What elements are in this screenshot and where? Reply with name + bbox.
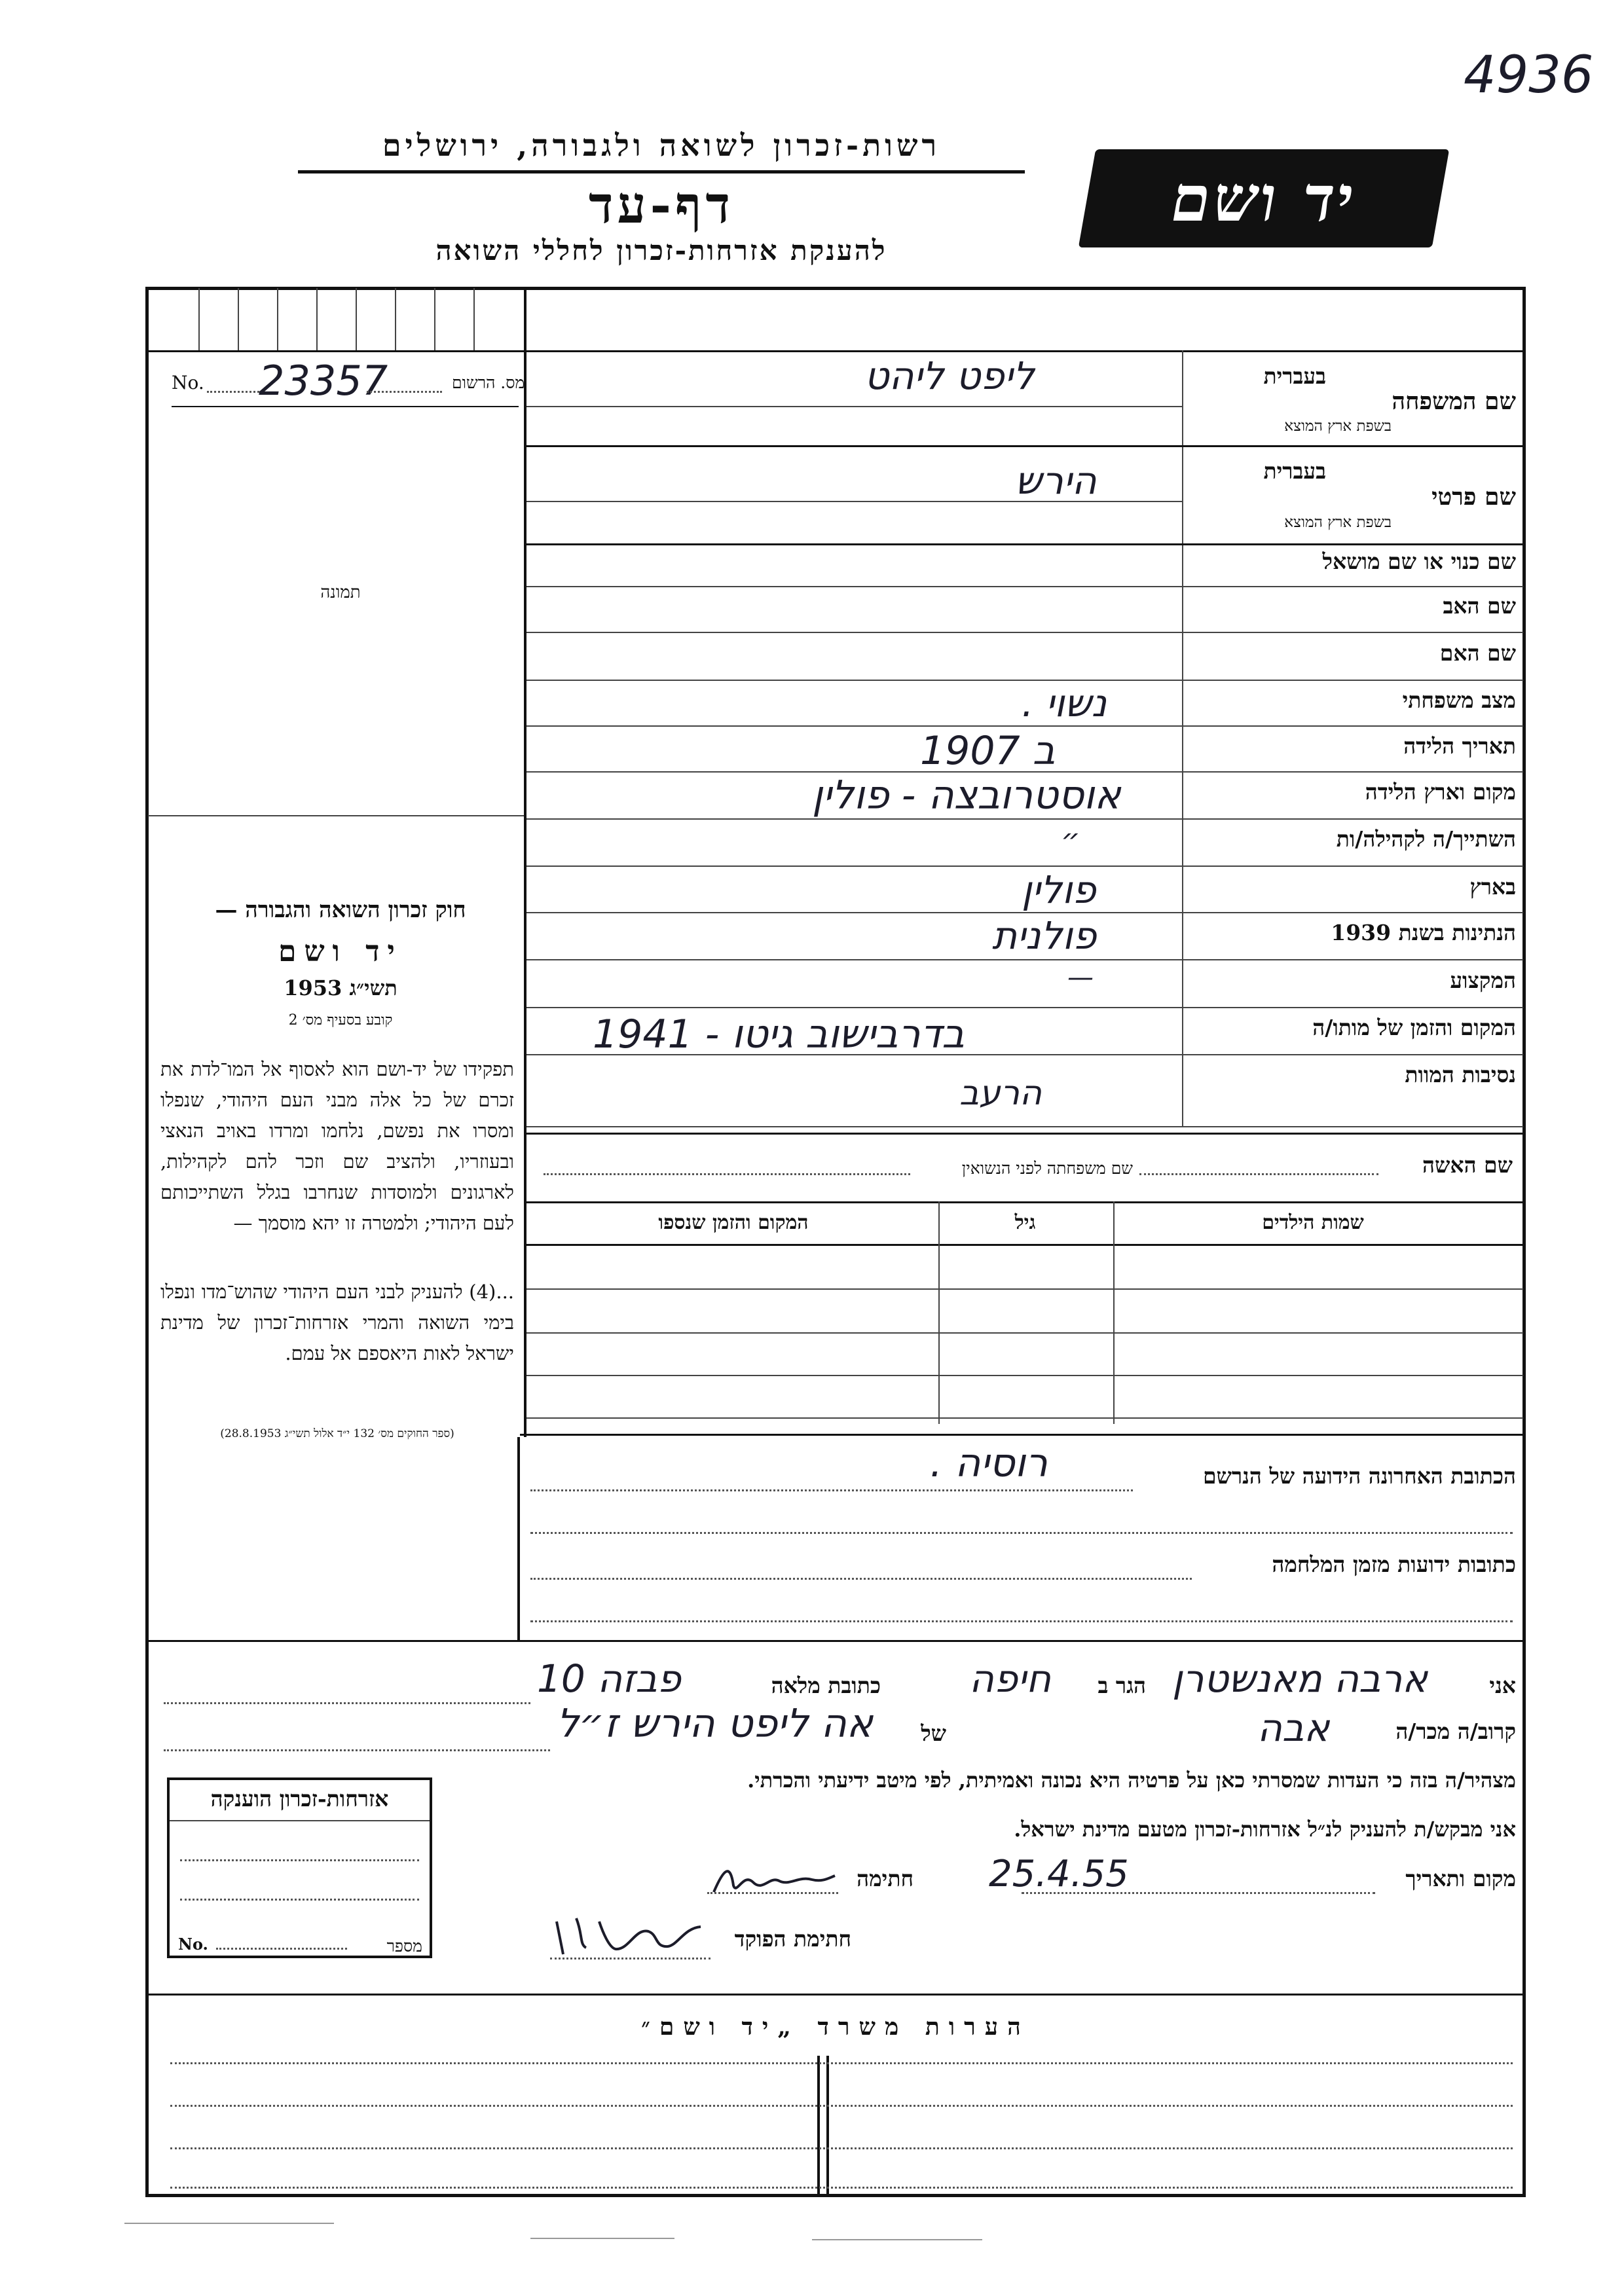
row-line [526,1054,1523,1055]
scan-artifact [812,2239,982,2240]
birth-date-value: ב 1907 [920,728,1056,774]
citizenship-value: פולנית [992,913,1097,958]
nickname-label: שם כנוי או שם מושאל [1322,549,1516,574]
father-name-label: שם האב [1443,593,1516,619]
authority-name: רשות-זכרון לשואה ולגבורה, ירושלים [382,128,941,163]
country-label: בארץ [1469,874,1516,900]
table-row [526,1375,1523,1376]
wife-name-dots [1139,1173,1378,1175]
yad-vashem-logo: יד ושם [1079,149,1449,247]
table-column-divider [1113,1201,1115,1424]
address-dots [530,1620,1513,1622]
row-line [526,866,1523,867]
children-death-header: המקום והזמן שנספו [658,1211,809,1234]
law-name: יד ושם [278,935,403,968]
place-date-label: מקום ותאריך [1405,1866,1516,1891]
photo-area-label: תמונה [320,583,361,602]
form-subtitle: להענקת אזרחות-זכרון לחללי השואה [435,234,887,266]
children-age-header: גיל [1014,1211,1036,1234]
granted-number-dots [216,1948,347,1950]
law-title: חוק זכרון השואה והגבורה — [215,897,466,923]
family-name-label: שם המשפחה [1392,388,1516,415]
wartime-address-label: כתובות ידועות מזמן המלחמה [1272,1552,1516,1577]
death-cause-label: נסיבות המוות [1405,1062,1516,1087]
notes-line [170,2105,1513,2107]
law-year: תשי״ג 1953 [284,975,397,1000]
law-reference: קובע בסעיף מס׳ 2 [288,1012,393,1029]
death-place-value: בדרבישוב גיטו - 1941 [593,1011,965,1057]
scan-artifact [530,2238,674,2239]
relation-value: אבה [1257,1705,1330,1750]
granted-box-dots [180,1899,419,1901]
last-address-label: הכתובת האחרונה הידועה של הנרשם [1202,1463,1516,1489]
marital-status-label: מצב משפחתי [1402,687,1516,713]
section-line [145,1640,1526,1642]
scan-artifact [124,2223,334,2224]
table-row [526,1417,1523,1419]
commissioner-dots [550,1958,710,1959]
granted-box-dots [180,1859,419,1861]
table-header-line [526,1244,1523,1246]
country-value: פולין [1022,867,1096,912]
table-row [526,1332,1523,1334]
section-line [145,1994,1526,1995]
row-line [526,1007,1523,1008]
section-line [526,1201,1523,1203]
table-column-divider [938,1201,940,1424]
top-box-divider [238,288,239,350]
first-name-label: שם פרטי [1431,483,1516,511]
label-column-divider [1182,350,1183,1126]
relative-dots [164,1749,550,1751]
row-line [526,818,1523,820]
profession-value: — [1067,962,1094,993]
community-label: השתייך/ה לקהילה/ות [1336,826,1516,852]
of-label: של [921,1721,946,1746]
row-line [526,445,1523,447]
law-source: (ספר החוקים מס׳ 132 י״ד אלול תשי״ג 28.8.1953) [220,1427,454,1440]
declarant-name-value: ארבה מאנשטרן [1172,1656,1428,1701]
notes-line [170,2062,1513,2064]
office-notes-title: הערות משרד „יד ושם״ [641,2013,1030,2041]
last-address-value: רוסיה . [930,1440,1048,1486]
first-name-value: הירש [1015,458,1097,503]
mother-name-label: שם האם [1439,640,1516,666]
row-line [526,406,1182,407]
law-paragraph: ...(4) להעניק לבני העם היהודי שהוש־מדו ונפלו בימי השואה והמרי אזרחות־זכרון של מדינת ישראל לאות היאספם אל עמם. [160,1281,514,1364]
citizenship-label: הנתינות בשנת 1939 [1331,920,1516,945]
section-line [526,1133,1523,1135]
top-box-divider [277,288,278,350]
notes-divider [826,2056,829,2197]
registration-dots [367,391,442,393]
registration-prefix: No. [172,372,204,393]
row-line [526,1126,1523,1127]
row-line [526,632,1523,633]
archive-number: 4936 [1464,46,1594,105]
header-underline [298,170,1025,173]
commissioner-signature-icon [550,1908,707,1961]
top-box-divider [198,288,200,350]
row-line [526,959,1523,960]
granted-number-label: מספר [386,1937,422,1956]
top-box-divider [356,288,357,350]
wartime-address-dots [530,1578,1192,1580]
table-row [526,1288,1523,1290]
birth-place-label: מקום וארץ הלידה [1365,779,1516,805]
notes-line [170,2187,1513,2189]
birth-date-label: תאריך הלידה [1403,733,1516,759]
registration-label: מס. הרשום [452,373,525,392]
granted-box-line [170,1820,430,1821]
family-name-value: ליפט ליהט [864,354,1035,398]
signature-label: חתימה [857,1866,913,1891]
relative-label: קרוב/ה מכר/ה [1395,1719,1516,1744]
last-address-dots [530,1489,1133,1491]
declaration-request: אני מבקש/ת להעניק לנ״ל אזרחות-זכרון מטעם מדינת ישראל. [1014,1817,1516,1842]
marital-status-value: נשוי . [1022,681,1107,725]
section-line [520,1434,1523,1436]
notes-divider [817,2056,820,2197]
law-paragraph: תפקידו של יד-ושם הוא לאסוף אל המו־לדת את זכרם של כל אלה מבני העם היהודי, שנפלו ומסרו את נפשם, נלחמו ומרדו באויב הנאצי ובעוזריו, ולהציב שם וזכר להם לקהילות, לארגונים ולמוסדות שנחרבו בגלל השתייכותם לעם היהודי; ולמטרה זו יהא מוסמך — [160,1058,514,1234]
declarant-dots [164,1702,530,1704]
full-address-label: כתובת מלאה [771,1673,881,1698]
form-title: דף-עד [589,175,734,235]
row-line [526,725,1523,727]
deceased-relation-value: אה ליפט הירש ז״ל [557,1701,873,1747]
row-line [526,501,1182,502]
commissioner-label: חתימת הפוקד [734,1926,851,1952]
left-column-divider [524,288,526,1437]
left-column-divider-lower [517,1437,520,1640]
photo-area-bottom [148,815,524,816]
declarant-signature-icon [707,1856,838,1902]
top-box-divider [395,288,396,350]
registration-dots [207,391,259,393]
wife-maiden-dots [544,1173,910,1175]
address-dots [530,1532,1513,1534]
wife-name-label: שם האשה [1422,1152,1513,1178]
declaration-statement: מצהיר/ה בזה כי העדות שמסרתי כאן על פרטיה היא נכונה ואמיתית, לפי מיטב ידיעתי והכרתי. [747,1768,1516,1793]
wife-maiden-label: שם משפחתה לפני הנשואין [961,1159,1133,1178]
death-cause-value: הרעב [959,1074,1042,1113]
declarant-prefix-label: אני [1489,1673,1516,1698]
origin-sublabel: בשפת ארץ המוצא [1284,514,1392,531]
notes-line [170,2147,1513,2149]
granted-box-title: אזרחות-זכרון הוענקה [210,1786,389,1812]
community-value: ״ [1061,822,1080,857]
resides-label: הגר ב [1098,1673,1146,1698]
granted-number-prefix: No. [178,1935,208,1954]
city-value: חיפה [969,1656,1051,1701]
top-box-divider [434,288,435,350]
registration-number: 23357 [259,357,388,405]
date-value: 25.4.55 [989,1853,1129,1895]
top-row-line [145,350,1526,352]
hebrew-sublabel: בעברית [1263,363,1326,389]
children-names-header: שמות הילדים [1262,1211,1364,1234]
death-place-label: המקום והזמן של מותו/ה [1312,1015,1516,1040]
hebrew-sublabel: בעברית [1263,458,1326,484]
profession-label: המקצוע [1450,968,1516,993]
top-box-divider [316,288,318,350]
birth-place-value: אוסטרובצה - פולין [812,773,1121,818]
street-value: פבזה 10 [537,1656,681,1701]
row-line [526,586,1523,587]
origin-sublabel: בשפת ארץ המוצא [1284,418,1392,435]
top-box-divider [473,288,475,350]
row-line [526,543,1523,545]
